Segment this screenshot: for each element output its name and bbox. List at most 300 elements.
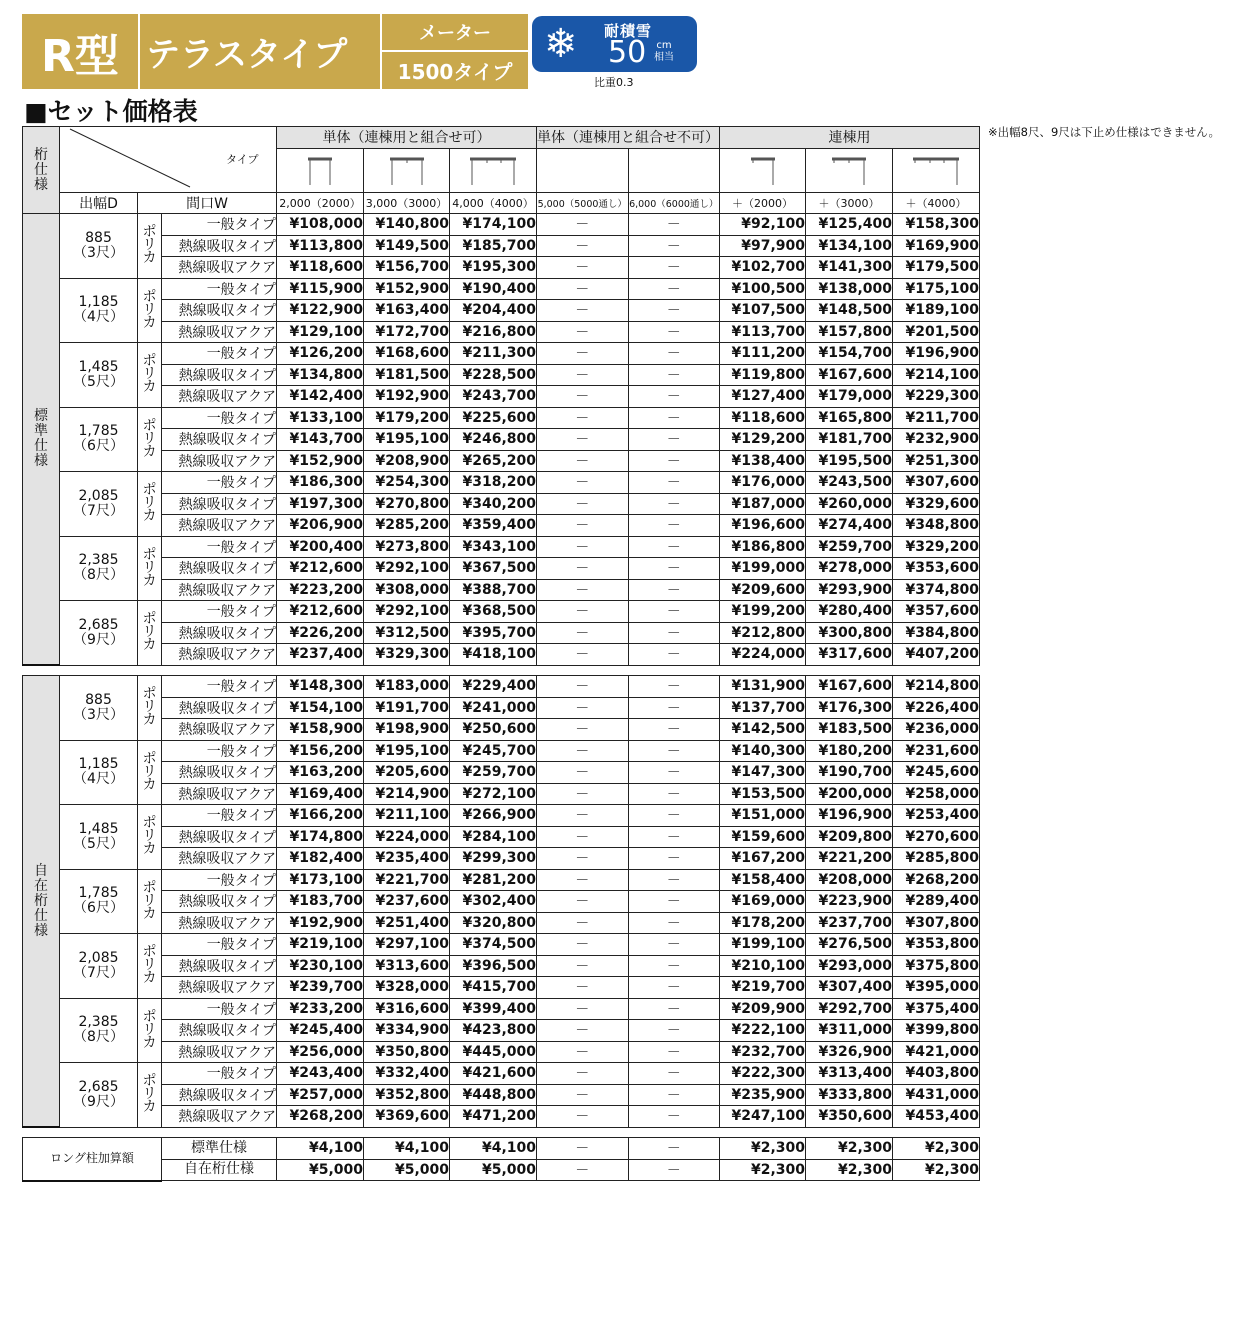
price-cell: ¥272,100 bbox=[450, 783, 537, 805]
price-cell: ¥222,300 bbox=[720, 1063, 806, 1085]
depth-shaku: （9尺） bbox=[73, 631, 124, 648]
price-cell: ¥293,000 bbox=[806, 955, 893, 977]
dash-cell: － bbox=[537, 998, 629, 1020]
footnote: ※出幅8尺、9尺は下止め仕様はできません。 bbox=[988, 125, 1220, 139]
price-cell: ¥374,500 bbox=[450, 934, 537, 956]
price-cell: ¥340,200 bbox=[450, 493, 537, 515]
frame-icon-5000 bbox=[537, 148, 629, 192]
depth-shaku: （4尺） bbox=[73, 309, 124, 326]
price-cell: ¥167,600 bbox=[806, 364, 893, 386]
type-cell: 熱線吸収アクア bbox=[162, 719, 277, 741]
price-cell: ¥237,400 bbox=[277, 644, 364, 666]
type-cell: 一般タイプ bbox=[162, 740, 277, 762]
price-cell: ¥221,200 bbox=[806, 848, 893, 870]
price-cell: ¥293,900 bbox=[806, 579, 893, 601]
dash-cell: － bbox=[628, 1138, 720, 1160]
width-header-7: ＋（4000） bbox=[893, 192, 980, 214]
price-cell: ¥399,800 bbox=[893, 1020, 980, 1042]
type-badge: テラスタイプ bbox=[140, 14, 380, 89]
price-cell: ¥270,800 bbox=[364, 493, 450, 515]
price-cell: ¥285,800 bbox=[893, 848, 980, 870]
depth-cell bbox=[60, 740, 138, 805]
dash-cell: － bbox=[537, 601, 629, 623]
price-cell: ¥129,100 bbox=[277, 321, 364, 343]
price-cell: ¥270,600 bbox=[893, 826, 980, 848]
price-cell: ¥388,700 bbox=[450, 579, 537, 601]
table-row bbox=[23, 869, 980, 891]
dash-cell: － bbox=[537, 869, 629, 891]
price-cell: ¥200,400 bbox=[277, 536, 364, 558]
material-cell: ポ リ カ bbox=[138, 343, 162, 408]
dash-cell: － bbox=[537, 1084, 629, 1106]
dash-cell: － bbox=[628, 934, 720, 956]
price-cell: ¥228,500 bbox=[450, 364, 537, 386]
price-cell: ¥257,000 bbox=[277, 1084, 364, 1106]
material-cell: ポ リ カ bbox=[138, 278, 162, 343]
price-cell: ¥241,000 bbox=[450, 697, 537, 719]
dash-cell: － bbox=[537, 364, 629, 386]
dash-cell: － bbox=[628, 386, 720, 408]
dash-cell: － bbox=[628, 891, 720, 913]
price-cell: ¥138,400 bbox=[720, 450, 806, 472]
price-cell: ¥418,100 bbox=[450, 644, 537, 666]
price-cell: ¥181,700 bbox=[806, 429, 893, 451]
type-cell: 熱線吸収アクア bbox=[162, 912, 277, 934]
price-cell: ¥119,800 bbox=[720, 364, 806, 386]
price-cell: ¥186,300 bbox=[277, 472, 364, 494]
price-cell: ¥151,000 bbox=[720, 805, 806, 827]
price-cell: ¥187,000 bbox=[720, 493, 806, 515]
dash-cell: － bbox=[537, 1063, 629, 1085]
price-cell: ¥254,300 bbox=[364, 472, 450, 494]
price-cell: ¥471,200 bbox=[450, 1106, 537, 1128]
price-cell: ¥141,300 bbox=[806, 257, 893, 279]
type-cell: 一般タイプ bbox=[162, 1063, 277, 1085]
price-cell: ¥118,600 bbox=[277, 257, 364, 279]
table-row bbox=[23, 740, 980, 762]
snow-unit: cm 相当 bbox=[654, 40, 674, 63]
dash-cell: － bbox=[628, 536, 720, 558]
dash-cell: － bbox=[537, 1020, 629, 1042]
table-row bbox=[23, 848, 980, 870]
table-row bbox=[23, 891, 980, 913]
type-cell: 一般タイプ bbox=[162, 407, 277, 429]
price-cell: ¥192,900 bbox=[277, 912, 364, 934]
price-cell: ¥214,900 bbox=[364, 783, 450, 805]
price-cell: ¥4,100 bbox=[450, 1138, 537, 1160]
dash-cell: － bbox=[628, 493, 720, 515]
price-cell: ¥407,200 bbox=[893, 644, 980, 666]
dash-cell: － bbox=[537, 1041, 629, 1063]
price-cell: ¥2,300 bbox=[806, 1138, 893, 1160]
price-cell: ¥178,200 bbox=[720, 912, 806, 934]
depth-cell bbox=[60, 1063, 138, 1128]
price-cell: ¥343,100 bbox=[450, 536, 537, 558]
depth-cell bbox=[60, 934, 138, 999]
price-cell: ¥205,600 bbox=[364, 762, 450, 784]
price-cell: ¥176,300 bbox=[806, 697, 893, 719]
price-cell: ¥197,300 bbox=[277, 493, 364, 515]
price-cell: ¥274,400 bbox=[806, 515, 893, 537]
dash-cell: － bbox=[537, 955, 629, 977]
dash-cell: － bbox=[537, 386, 629, 408]
table-row bbox=[23, 805, 980, 827]
price-cell: ¥158,900 bbox=[277, 719, 364, 741]
material-cell: ポ リ カ bbox=[138, 601, 162, 666]
type-cell: 熱線吸収タイプ bbox=[162, 826, 277, 848]
price-cell: ¥352,800 bbox=[364, 1084, 450, 1106]
price-cell: ¥195,500 bbox=[806, 450, 893, 472]
price-cell: ¥384,800 bbox=[893, 622, 980, 644]
price-cell: ¥268,200 bbox=[893, 869, 980, 891]
type-cell: 熱線吸収タイプ bbox=[162, 891, 277, 913]
dash-cell: － bbox=[537, 429, 629, 451]
price-cell: ¥284,100 bbox=[450, 826, 537, 848]
price-cell: ¥223,200 bbox=[277, 579, 364, 601]
type-cell: 熱線吸収タイプ bbox=[162, 762, 277, 784]
price-cell: ¥223,900 bbox=[806, 891, 893, 913]
material-cell: ポ リ カ bbox=[138, 676, 162, 741]
price-cell: ¥226,400 bbox=[893, 697, 980, 719]
price-cell: ¥399,400 bbox=[450, 998, 537, 1020]
dash-cell: － bbox=[628, 558, 720, 580]
table-row bbox=[23, 1041, 980, 1063]
price-cell: ¥156,700 bbox=[364, 257, 450, 279]
table-row bbox=[23, 515, 980, 537]
dash-cell: － bbox=[537, 235, 629, 257]
dash-cell: － bbox=[628, 601, 720, 623]
price-cell: ¥453,400 bbox=[893, 1106, 980, 1128]
price-cell: ¥159,600 bbox=[720, 826, 806, 848]
price-cell: ¥198,900 bbox=[364, 719, 450, 741]
depth-cell bbox=[60, 278, 138, 343]
dash-cell: － bbox=[628, 579, 720, 601]
depth-shaku: （5尺） bbox=[73, 373, 124, 390]
material-cell: ポ リ カ bbox=[138, 805, 162, 870]
dash-cell: － bbox=[537, 1106, 629, 1128]
table-row bbox=[23, 407, 980, 429]
price-cell: ¥183,000 bbox=[364, 676, 450, 698]
price-cell: ¥368,500 bbox=[450, 601, 537, 623]
price-cell: ¥300,800 bbox=[806, 622, 893, 644]
price-cell: ¥225,600 bbox=[450, 407, 537, 429]
price-cell: ¥212,800 bbox=[720, 622, 806, 644]
dash-cell: － bbox=[537, 977, 629, 999]
price-cell: ¥245,700 bbox=[450, 740, 537, 762]
price-cell: ¥169,000 bbox=[720, 891, 806, 913]
price-cell: ¥219,100 bbox=[277, 934, 364, 956]
depth-shaku: （6尺） bbox=[73, 438, 124, 455]
dash-cell: － bbox=[628, 977, 720, 999]
price-cell: ¥307,800 bbox=[893, 912, 980, 934]
price-cell: ¥229,400 bbox=[450, 676, 537, 698]
price-cell: ¥5,000 bbox=[450, 1159, 537, 1181]
frame-icon-2000 bbox=[277, 148, 364, 192]
price-cell: ¥357,600 bbox=[893, 601, 980, 623]
type-cell: 一般タイプ bbox=[162, 934, 277, 956]
depth-value: 2,085 bbox=[78, 949, 119, 966]
table-row bbox=[23, 934, 980, 956]
table-row bbox=[23, 826, 980, 848]
price-cell: ¥113,800 bbox=[277, 235, 364, 257]
price-cell: ¥214,800 bbox=[893, 676, 980, 698]
dash-cell: － bbox=[537, 343, 629, 365]
price-cell: ¥199,200 bbox=[720, 601, 806, 623]
table-row bbox=[23, 783, 980, 805]
material-cell: ポ リ カ bbox=[138, 407, 162, 472]
price-cell: ¥307,400 bbox=[806, 977, 893, 999]
price-cell: ¥2,300 bbox=[806, 1159, 893, 1181]
table-row bbox=[23, 955, 980, 977]
price-cell: ¥5,000 bbox=[364, 1159, 450, 1181]
dash-cell: － bbox=[628, 429, 720, 451]
price-cell: ¥176,000 bbox=[720, 472, 806, 494]
dash-cell: － bbox=[537, 450, 629, 472]
dash-cell: － bbox=[628, 697, 720, 719]
price-cell: ¥157,800 bbox=[806, 321, 893, 343]
price-cell: ¥311,000 bbox=[806, 1020, 893, 1042]
price-cell: ¥212,600 bbox=[277, 558, 364, 580]
price-cell: ¥211,300 bbox=[450, 343, 537, 365]
type-cell: 熱線吸収タイプ bbox=[162, 1084, 277, 1106]
price-cell: ¥211,100 bbox=[364, 805, 450, 827]
price-cell: ¥107,500 bbox=[720, 300, 806, 322]
type-cell: 一般タイプ bbox=[162, 214, 277, 236]
price-cell: ¥173,100 bbox=[277, 869, 364, 891]
price-cell: ¥92,100 bbox=[720, 214, 806, 236]
price-cell: ¥140,300 bbox=[720, 740, 806, 762]
type-cell: 一般タイプ bbox=[162, 343, 277, 365]
price-cell: ¥308,000 bbox=[364, 579, 450, 601]
meter-badge: メーター bbox=[382, 14, 528, 50]
price-cell: ¥149,500 bbox=[364, 235, 450, 257]
price-cell: ¥133,100 bbox=[277, 407, 364, 429]
series-badge: 1500タイプ bbox=[382, 52, 528, 89]
type-cell: 熱線吸収アクア bbox=[162, 783, 277, 805]
snowflake-icon: ❄ bbox=[544, 21, 578, 67]
type-cell: 熱線吸収タイプ bbox=[162, 235, 277, 257]
depth-value: 2,685 bbox=[78, 616, 119, 633]
price-cell: ¥214,100 bbox=[893, 364, 980, 386]
price-cell: ¥2,300 bbox=[893, 1138, 980, 1160]
price-cell: ¥209,900 bbox=[720, 998, 806, 1020]
price-cell: ¥185,700 bbox=[450, 235, 537, 257]
price-cell: ¥179,000 bbox=[806, 386, 893, 408]
price-cell: ¥190,400 bbox=[450, 278, 537, 300]
depth-value: 2,085 bbox=[78, 487, 119, 504]
dash-cell: － bbox=[537, 300, 629, 322]
table-row bbox=[23, 300, 980, 322]
price-cell: ¥5,000 bbox=[277, 1159, 364, 1181]
price-cell: ¥2,300 bbox=[720, 1159, 806, 1181]
dash-cell: － bbox=[537, 321, 629, 343]
material-cell: ポ リ カ bbox=[138, 1063, 162, 1128]
price-cell: ¥258,000 bbox=[893, 783, 980, 805]
price-cell: ¥100,500 bbox=[720, 278, 806, 300]
price-cell: ¥152,900 bbox=[364, 278, 450, 300]
price-cell: ¥415,700 bbox=[450, 977, 537, 999]
price-cell: ¥183,500 bbox=[806, 719, 893, 741]
price-cell: ¥154,700 bbox=[806, 343, 893, 365]
dash-cell: － bbox=[628, 869, 720, 891]
price-cell: ¥375,800 bbox=[893, 955, 980, 977]
depth-value: 2,685 bbox=[78, 1078, 119, 1095]
specific-gravity: 比重0.3 bbox=[594, 76, 634, 89]
price-cell: ¥232,700 bbox=[720, 1041, 806, 1063]
dash-cell: － bbox=[628, 719, 720, 741]
depth-value: 1,185 bbox=[78, 756, 119, 773]
dash-cell: － bbox=[537, 697, 629, 719]
dash-cell: － bbox=[628, 1084, 720, 1106]
depth-cell bbox=[60, 998, 138, 1063]
price-cell: ¥317,600 bbox=[806, 644, 893, 666]
dash-cell: － bbox=[628, 515, 720, 537]
price-cell: ¥247,100 bbox=[720, 1106, 806, 1128]
long-post-row bbox=[23, 1159, 980, 1181]
price-cell: ¥134,100 bbox=[806, 235, 893, 257]
price-cell: ¥115,900 bbox=[277, 278, 364, 300]
price-cell: ¥243,400 bbox=[277, 1063, 364, 1085]
table-row bbox=[23, 977, 980, 999]
price-cell: ¥216,800 bbox=[450, 321, 537, 343]
dash-cell: － bbox=[628, 257, 720, 279]
price-cell: ¥259,700 bbox=[450, 762, 537, 784]
type-cell: 熱線吸収タイプ bbox=[162, 493, 277, 515]
dash-cell: － bbox=[537, 472, 629, 494]
price-cell: ¥195,300 bbox=[450, 257, 537, 279]
dash-cell: － bbox=[537, 891, 629, 913]
price-cell: ¥313,400 bbox=[806, 1063, 893, 1085]
dash-cell: － bbox=[628, 1063, 720, 1085]
price-cell: ¥196,900 bbox=[893, 343, 980, 365]
snow-value: 50 bbox=[608, 35, 647, 70]
price-cell: ¥268,200 bbox=[277, 1106, 364, 1128]
dash-cell: － bbox=[628, 214, 720, 236]
price-cell: ¥131,900 bbox=[720, 676, 806, 698]
dash-cell: － bbox=[628, 407, 720, 429]
price-cell: ¥320,800 bbox=[450, 912, 537, 934]
price-cell: ¥174,100 bbox=[450, 214, 537, 236]
snow-load-badge bbox=[532, 16, 697, 72]
dash-cell: － bbox=[537, 934, 629, 956]
depth-cell bbox=[60, 536, 138, 601]
price-cell: ¥108,000 bbox=[277, 214, 364, 236]
dash-cell: － bbox=[537, 257, 629, 279]
table-row bbox=[23, 493, 980, 515]
table-row bbox=[23, 558, 980, 580]
price-cell: ¥369,600 bbox=[364, 1106, 450, 1128]
dash-cell: － bbox=[628, 1159, 720, 1181]
page-title: ■セット価格表 bbox=[24, 97, 198, 126]
price-cell: ¥180,200 bbox=[806, 740, 893, 762]
long-post-label: ロング柱加算額 bbox=[23, 1138, 162, 1181]
price-cell: ¥233,200 bbox=[277, 998, 364, 1020]
price-cell: ¥219,700 bbox=[720, 977, 806, 999]
dash-cell: － bbox=[537, 1138, 629, 1160]
price-cell: ¥259,700 bbox=[806, 536, 893, 558]
price-cell: ¥359,400 bbox=[450, 515, 537, 537]
table-row bbox=[23, 644, 980, 666]
dash-cell: － bbox=[537, 536, 629, 558]
depth-cell bbox=[60, 472, 138, 537]
price-cell: ¥2,300 bbox=[893, 1159, 980, 1181]
price-cell: ¥292,100 bbox=[364, 601, 450, 623]
dash-cell: － bbox=[537, 558, 629, 580]
depth-cell bbox=[60, 676, 138, 741]
type-cell: 熱線吸収アクア bbox=[162, 321, 277, 343]
depth-value: 1,485 bbox=[78, 820, 119, 837]
price-cell: ¥168,600 bbox=[364, 343, 450, 365]
group3-header: 連棟用 bbox=[720, 127, 980, 149]
type-cell: 一般タイプ bbox=[162, 998, 277, 1020]
price-cell: ¥313,600 bbox=[364, 955, 450, 977]
depth-header: 出幅D bbox=[60, 192, 138, 214]
type-cell: 熱線吸収タイプ bbox=[162, 558, 277, 580]
type-cell: 熱線吸収アクア bbox=[162, 1041, 277, 1063]
frame-icon-3000 bbox=[364, 148, 450, 192]
table-row bbox=[23, 235, 980, 257]
dash-cell: － bbox=[537, 278, 629, 300]
price-cell: ¥421,600 bbox=[450, 1063, 537, 1085]
table-row bbox=[23, 1084, 980, 1106]
price-cell: ¥239,700 bbox=[277, 977, 364, 999]
dash-cell: － bbox=[628, 321, 720, 343]
price-cell: ¥208,000 bbox=[806, 869, 893, 891]
price-cell: ¥186,800 bbox=[720, 536, 806, 558]
price-cell: ¥285,200 bbox=[364, 515, 450, 537]
type-cell: 熱線吸収アクア bbox=[162, 257, 277, 279]
price-cell: ¥348,800 bbox=[893, 515, 980, 537]
dash-cell: － bbox=[537, 762, 629, 784]
long-post-type: 自在桁仕様 bbox=[162, 1159, 277, 1181]
price-cell: ¥154,100 bbox=[277, 697, 364, 719]
dash-cell: － bbox=[628, 300, 720, 322]
dash-cell: － bbox=[628, 472, 720, 494]
price-cell: ¥111,200 bbox=[720, 343, 806, 365]
depth-shaku: （5尺） bbox=[73, 835, 124, 852]
dash-cell: － bbox=[628, 364, 720, 386]
price-cell: ¥183,700 bbox=[277, 891, 364, 913]
dash-cell: － bbox=[537, 676, 629, 698]
model-badge: R型 bbox=[22, 14, 138, 89]
price-cell: ¥191,700 bbox=[364, 697, 450, 719]
price-cell: ¥235,400 bbox=[364, 848, 450, 870]
depth-value: 1,185 bbox=[78, 294, 119, 311]
depth-shaku: （3尺） bbox=[73, 244, 124, 261]
price-cell: ¥134,800 bbox=[277, 364, 364, 386]
price-cell: ¥179,500 bbox=[893, 257, 980, 279]
price-cell: ¥421,000 bbox=[893, 1041, 980, 1063]
price-cell: ¥163,400 bbox=[364, 300, 450, 322]
price-cell: ¥333,800 bbox=[806, 1084, 893, 1106]
dash-cell: － bbox=[628, 622, 720, 644]
price-cell: ¥167,200 bbox=[720, 848, 806, 870]
type-cell: 熱線吸収アクア bbox=[162, 1106, 277, 1128]
price-cell: ¥209,600 bbox=[720, 579, 806, 601]
price-cell: ¥192,900 bbox=[364, 386, 450, 408]
price-cell: ¥210,100 bbox=[720, 955, 806, 977]
dash-cell: － bbox=[537, 214, 629, 236]
price-cell: ¥276,500 bbox=[806, 934, 893, 956]
price-cell: ¥181,500 bbox=[364, 364, 450, 386]
depth-shaku: （7尺） bbox=[73, 502, 124, 519]
price-cell: ¥329,200 bbox=[893, 536, 980, 558]
price-cell: ¥204,400 bbox=[450, 300, 537, 322]
price-cell: ¥169,900 bbox=[893, 235, 980, 257]
table-row bbox=[23, 676, 980, 698]
depth-shaku: （3尺） bbox=[73, 706, 124, 723]
price-cell: ¥445,000 bbox=[450, 1041, 537, 1063]
